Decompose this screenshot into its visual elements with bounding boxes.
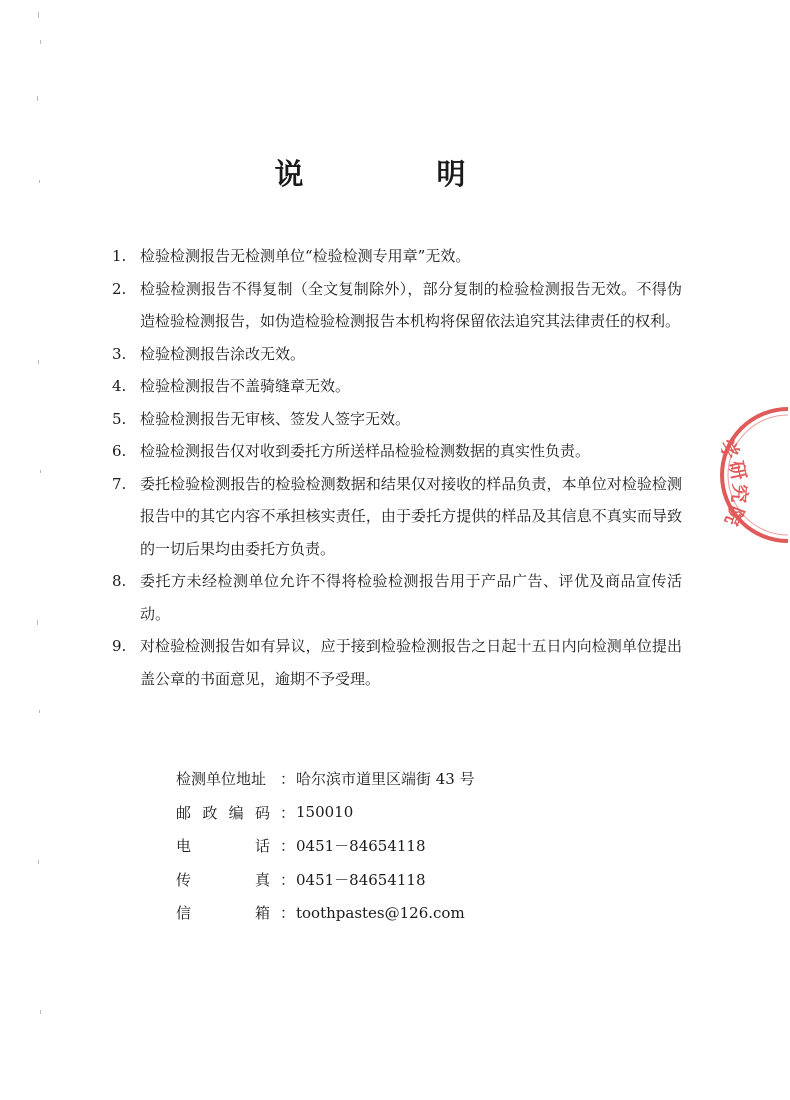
note-item	[106, 273, 682, 338]
note-number: 1.	[112, 247, 127, 265]
contact-info	[176, 762, 596, 930]
colon: ：	[280, 904, 296, 923]
phone-value: 0451－84654118	[296, 837, 426, 856]
note-number: 2.	[112, 279, 127, 298]
note-number: 6.	[112, 442, 127, 460]
note-text: 检验检测报告无检测单位“检验检测专用章”无效。	[140, 247, 471, 265]
postcode-label-char: 编	[228, 803, 244, 822]
postcode-label-char: 码	[254, 803, 270, 822]
note-text: 检验检测报告无审核、签发人签字无效。	[140, 409, 411, 428]
note-text: 检验检测报告仅对收到委托方所送样品检验检测数据的真实性负责。	[140, 442, 591, 460]
note-number: 5.	[112, 409, 127, 428]
note-text: 检验检测报告不得复制（全文复制除外），部分复制的检验检测报告无效。不得伪造检验检测报告，如伪造检验检测报告本机构将保留依法追究其法律责任的权利。	[140, 279, 682, 330]
email-label-char: 信	[176, 904, 192, 923]
note-item	[106, 565, 682, 630]
colon: ：	[280, 837, 296, 856]
svg-text:学研究院: 学研究院	[714, 435, 751, 531]
postcode-label-char: 邮	[176, 803, 192, 822]
address-value: 哈尔滨市道里区端街 43 号	[296, 770, 475, 789]
phone-label-char: 话	[254, 837, 270, 856]
notes-list	[106, 240, 682, 695]
note-text: 检验检测报告不盖骑缝章无效。	[140, 377, 351, 395]
fax-label-char: 传	[176, 870, 192, 889]
colon: ：	[280, 803, 296, 822]
fax-label-char: 真	[254, 870, 270, 889]
email-value: toothpastes@126.com	[296, 903, 465, 922]
note-text: 检验检测报告涂改无效。	[140, 344, 306, 363]
note-text: 委托方未经检测单位允许不得将检验检测报告用于产品广告、评优及商品宣传活动。	[140, 572, 682, 623]
postcode-value: 150010	[296, 803, 354, 822]
colon: ：	[280, 770, 296, 789]
note-item	[106, 370, 682, 403]
postcode-label-char: 政	[202, 803, 218, 822]
contact-row-postcode	[176, 796, 596, 830]
note-number: 7.	[112, 474, 127, 493]
email-label-char: 箱	[254, 904, 270, 923]
note-item	[106, 338, 682, 371]
address-label: 检测单位地址	[176, 770, 267, 789]
contact-row-phone	[176, 829, 596, 863]
contact-row-email	[176, 896, 596, 930]
contact-row-address	[176, 762, 596, 796]
email-label	[176, 902, 270, 923]
note-item	[106, 403, 682, 436]
note-number: 4.	[112, 377, 127, 395]
note-number: 8.	[112, 572, 127, 590]
note-item	[106, 630, 682, 695]
contact-row-fax	[176, 863, 596, 897]
note-number: 9.	[112, 637, 127, 655]
note-item	[106, 240, 682, 273]
page-title: 说 明	[274, 157, 518, 191]
postcode-label	[176, 802, 270, 823]
fax-value: 0451－84654118	[296, 870, 426, 889]
phone-label	[176, 835, 270, 856]
note-item	[106, 468, 682, 566]
note-text: 委托检验检测报告的检验检测数据和结果仅对接收的样品负责，本单位对检验检测报告中的其它内容不承担核实责任，由于委托方提供的样品及其信息不真实而导致的一切后果均由委托方负责。	[140, 474, 682, 558]
fax-label	[176, 869, 270, 890]
note-item	[106, 435, 682, 468]
phone-label-char: 电	[176, 837, 192, 856]
note-text: 对检验检测报告如有异议，应于接到检验检测报告之日起十五日内向检测单位提出盖公章的书面意见，逾期不予受理。	[140, 637, 682, 688]
colon: ：	[280, 870, 296, 889]
red-seal-stamp	[692, 400, 788, 550]
note-number: 3.	[112, 344, 127, 363]
